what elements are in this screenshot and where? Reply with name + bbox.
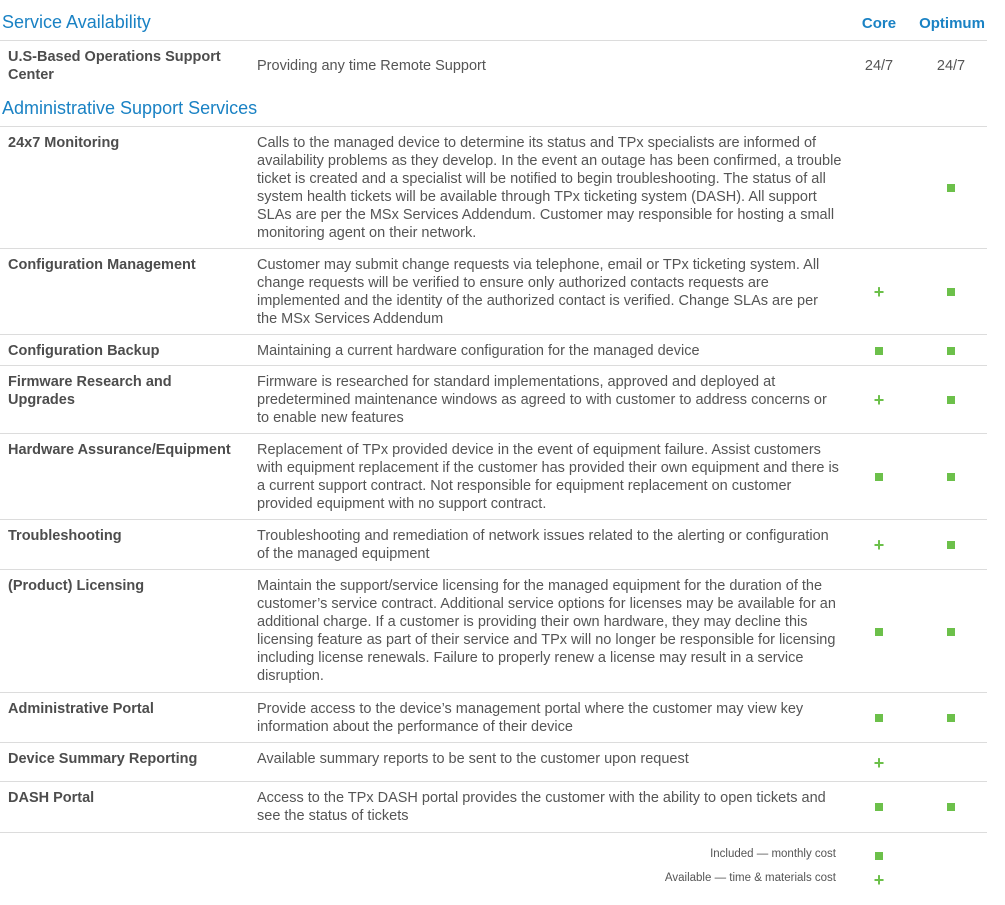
core-cell	[849, 570, 909, 693]
row-description: Calls to the managed device to determine its status and TPx specialists are informed of availability problems as they develop. In the event an outage has been confirmed, a trouble ticket is created and a specialist will be notified to begin troubleshooting. The status of all system health tickets will be available through TPx ticketing system (DASH). All support SLAs are per the MSx Services Addendum. Customer may responsible for hosting a small monitoring agent on their network.	[257, 135, 842, 241]
core-value: 24/7	[864, 57, 894, 74]
optimum-cell	[921, 570, 981, 693]
included-square-icon	[947, 541, 955, 549]
core-cell	[849, 335, 909, 366]
row-description: Troubleshooting and remediation of network issues related to the alerting or configuration of the managed equipment	[257, 528, 829, 562]
optimum-cell	[921, 335, 981, 366]
core-cell	[849, 127, 909, 249]
row-description: Maintain the support/service licensing for the managed equipment for the duration of the customer’s service contract. Additional service options for licenses may be available for an additional charge. If a customer is providing their own hardware, they may decline this licensing feature as part of their service and TPx will no longer be responsible for licensing including license renewals. Failure to properly renew a license may result in a service disruption.	[257, 578, 836, 684]
optimum-cell	[921, 782, 981, 832]
optimum-cell	[921, 693, 981, 743]
row-description: Customer may submit change requests via telephone, email or TPx ticketing system. All change requests will be verified to ensure only authorized contacts requests are implemented and the identity of the authorized contact is verified. Change SLAs are per the MSx Services Addendum	[257, 257, 820, 327]
table-row	[0, 40, 987, 90]
optimum-cell	[921, 249, 981, 335]
core-column-header: Core	[861, 15, 897, 32]
row-label: Configuration Management	[8, 257, 196, 273]
core-cell	[849, 41, 909, 90]
table-row	[0, 781, 987, 833]
row-description: Replacement of TPx provided device in the event of equipment failure. Assist customers with equipment replacement if the customer has provided their own equipment and there is a current support contract. Not responsible for equipment replacement on customer provided equipment with no support contract.	[257, 442, 839, 512]
optimum-value: 24/7	[936, 57, 966, 74]
optimum-cell	[921, 520, 981, 570]
table-row	[0, 742, 987, 782]
included-square-icon	[947, 714, 955, 722]
core-cell	[849, 434, 909, 520]
row-label: Device Summary Reporting	[8, 751, 198, 767]
optimum-cell	[921, 41, 981, 90]
availability-header	[0, 12, 987, 38]
row-description: Providing any time Remote Support	[257, 58, 486, 74]
row-label: Administrative Portal	[8, 701, 154, 717]
table-row	[0, 692, 987, 743]
available-plus-icon: +	[873, 390, 885, 410]
available-plus-icon: +	[873, 282, 885, 302]
included-square-icon	[947, 184, 955, 192]
row-label: Configuration Backup	[8, 343, 160, 359]
optimum-cell	[921, 127, 981, 249]
legend-included	[0, 846, 987, 866]
row-label: Hardware Assurance/Equipment	[8, 442, 231, 458]
included-square-icon	[875, 473, 883, 481]
included-square-icon	[875, 714, 883, 722]
optimum-column-header: Optimum	[919, 15, 985, 32]
available-plus-icon: +	[873, 535, 885, 555]
optimum-cell	[921, 743, 981, 782]
row-description: Maintaining a current hardware configuration for the managed device	[257, 343, 700, 359]
core-cell	[849, 520, 909, 570]
core-cell	[849, 693, 909, 743]
table-row	[0, 569, 987, 693]
optimum-cell	[921, 434, 981, 520]
table-row	[0, 334, 987, 366]
legend-included-label: Included — monthly cost	[710, 848, 836, 860]
row-label: Troubleshooting	[8, 528, 122, 544]
included-square-icon	[947, 473, 955, 481]
table-row	[0, 433, 987, 520]
core-cell	[849, 249, 909, 335]
admin-header	[0, 98, 987, 124]
included-square-icon	[875, 628, 883, 636]
row-description: Available summary reports to be sent to the customer upon request	[257, 751, 689, 767]
optimum-cell	[921, 366, 981, 434]
legend-available	[0, 870, 987, 890]
table-row	[0, 126, 987, 249]
row-description: Access to the TPx DASH portal provides the customer with the ability to open tickets and see the status of tickets	[257, 790, 826, 824]
core-cell	[849, 366, 909, 434]
availability-title: Service Availability	[2, 12, 151, 32]
admin-title: Administrative Support Services	[2, 98, 258, 118]
included-square-icon	[849, 846, 909, 866]
row-label: Firmware Research and Upgrades	[8, 374, 172, 408]
row-label: DASH Portal	[8, 790, 95, 806]
included-square-icon	[947, 803, 955, 811]
included-square-icon	[875, 803, 883, 811]
row-description: Firmware is researched for standard implementations, approved and deployed at predetermined maintenance windows as agreed to with customer to address concerns or to enable new features	[257, 374, 827, 426]
included-square-icon	[947, 628, 955, 636]
core-cell	[849, 782, 909, 832]
table-row	[0, 519, 987, 570]
table-row	[0, 365, 987, 434]
row-label: (Product) Licensing	[8, 578, 145, 594]
included-square-icon	[947, 347, 955, 355]
table-row	[0, 248, 987, 335]
core-cell	[849, 743, 909, 782]
row-description: Provide access to the device’s management portal where the customer may view key information about the performance of their device	[257, 701, 804, 735]
included-square-icon	[947, 288, 955, 296]
included-square-icon	[947, 396, 955, 404]
legend-available-label: Available — time & materials cost	[664, 872, 836, 884]
available-plus-icon: +	[873, 752, 885, 773]
available-plus-icon: +	[873, 870, 885, 890]
row-label: U.S-Based Operations Support Center	[8, 49, 221, 83]
row-label: 24x7 Monitoring	[8, 135, 120, 151]
included-square-icon	[875, 347, 883, 355]
